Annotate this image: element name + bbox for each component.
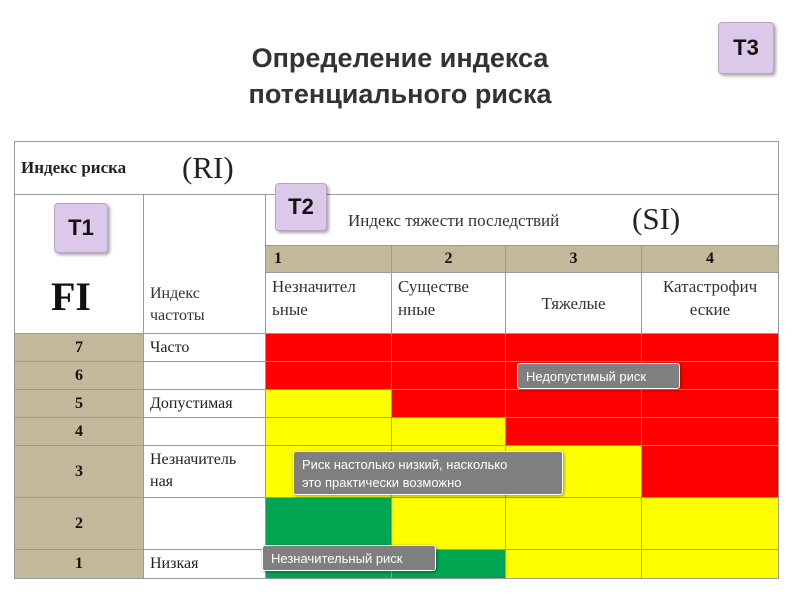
matrix-cell bbox=[505, 333, 642, 362]
severity-number-3: 3 bbox=[505, 245, 642, 273]
title-line-1: Определение индекса bbox=[251, 43, 549, 73]
severity-name-4 bbox=[641, 272, 779, 334]
badge-t3: T3 bbox=[718, 22, 774, 74]
severity-name-2-line-1: Существе bbox=[398, 277, 469, 296]
matrix-cell bbox=[505, 497, 642, 550]
severity-name-1-line-1: Незначител bbox=[272, 277, 356, 296]
frequency-label-3-line-1: Незначитель bbox=[150, 451, 237, 468]
matrix-cell bbox=[391, 333, 506, 362]
callout-alarp-line-1: Риск настолько низкий, насколько bbox=[302, 457, 508, 472]
matrix-cell bbox=[505, 549, 642, 579]
frequency-label-6 bbox=[143, 361, 266, 390]
frequency-header-line-1: Индекс bbox=[150, 285, 200, 302]
ri-label: Индекс риска bbox=[21, 158, 127, 177]
severity-name-2-line-2: нные bbox=[398, 300, 436, 319]
si-label: Индекс тяжести последствий bbox=[348, 211, 560, 230]
severity-name-1-line-2: ьные bbox=[272, 300, 308, 319]
matrix-cell bbox=[641, 333, 779, 362]
matrix-cell bbox=[641, 549, 779, 579]
badge-t1: T1 bbox=[54, 203, 108, 253]
matrix-cell bbox=[391, 497, 506, 550]
matrix-cell bbox=[505, 417, 642, 446]
severity-number-2: 2 bbox=[391, 245, 506, 273]
frequency-index-7: 7 bbox=[14, 333, 144, 362]
matrix-cell bbox=[265, 361, 392, 390]
frequency-label-5 bbox=[143, 389, 266, 418]
frequency-label-7 bbox=[143, 333, 266, 362]
callout-negligible-risk: Незначительный риск bbox=[262, 545, 436, 571]
frequency-label-5-text: Допустимая bbox=[150, 395, 233, 412]
frequency-index-5: 5 bbox=[14, 389, 144, 418]
ri-abbr: (RI) bbox=[182, 150, 234, 185]
matrix-cell bbox=[641, 389, 779, 418]
severity-name-3 bbox=[505, 272, 642, 334]
si-header bbox=[265, 194, 779, 246]
frequency-header bbox=[143, 194, 266, 334]
frequency-label-2 bbox=[143, 497, 266, 550]
matrix-cell bbox=[505, 389, 642, 418]
title-line-2: потенциального риска bbox=[248, 79, 552, 109]
severity-name-4-line-1: Катастрофич bbox=[662, 277, 758, 296]
frequency-label-4 bbox=[143, 417, 266, 446]
severity-number-4: 4 bbox=[641, 245, 779, 273]
matrix-cell bbox=[641, 445, 779, 498]
frequency-index-1: 1 bbox=[14, 549, 144, 579]
matrix-cell bbox=[391, 417, 506, 446]
matrix-cell bbox=[391, 389, 506, 418]
severity-name-4-line-2: еские bbox=[689, 300, 731, 319]
frequency-index-4: 4 bbox=[14, 417, 144, 446]
callout-alarp-line-2: это практически возможно bbox=[302, 475, 462, 490]
frequency-index-2: 2 bbox=[14, 497, 144, 550]
matrix-cell bbox=[391, 361, 506, 390]
frequency-label-3-line-2: ная bbox=[150, 473, 174, 490]
frequency-label-7-text: Часто bbox=[150, 339, 190, 356]
matrix-cell bbox=[265, 333, 392, 362]
si-abbr: (SI) bbox=[632, 201, 681, 236]
severity-name-1 bbox=[265, 272, 392, 334]
badge-t2: T2 bbox=[275, 183, 327, 231]
fi-label: FI bbox=[51, 274, 91, 319]
matrix-cell bbox=[265, 497, 392, 550]
frequency-label-1-text: Низкая bbox=[150, 555, 199, 572]
ri-header bbox=[14, 141, 779, 195]
frequency-label-1 bbox=[143, 549, 266, 579]
severity-name-3-line-1: Тяжелые bbox=[541, 293, 606, 313]
severity-number-1: 1 bbox=[265, 245, 392, 273]
severity-name-2 bbox=[391, 272, 506, 334]
matrix-cell bbox=[641, 417, 779, 446]
page-title bbox=[200, 40, 600, 112]
frequency-index-6: 6 bbox=[14, 361, 144, 390]
frequency-header-line-2: частоты bbox=[150, 307, 205, 324]
callout-alarp bbox=[293, 451, 563, 495]
matrix-cell bbox=[641, 497, 779, 550]
frequency-label-3 bbox=[143, 445, 266, 498]
frequency-index-3: 3 bbox=[14, 445, 144, 498]
matrix-cell bbox=[265, 389, 392, 418]
matrix-cell bbox=[265, 417, 392, 446]
callout-unacceptable-risk: Недопустимый риск bbox=[517, 363, 680, 389]
